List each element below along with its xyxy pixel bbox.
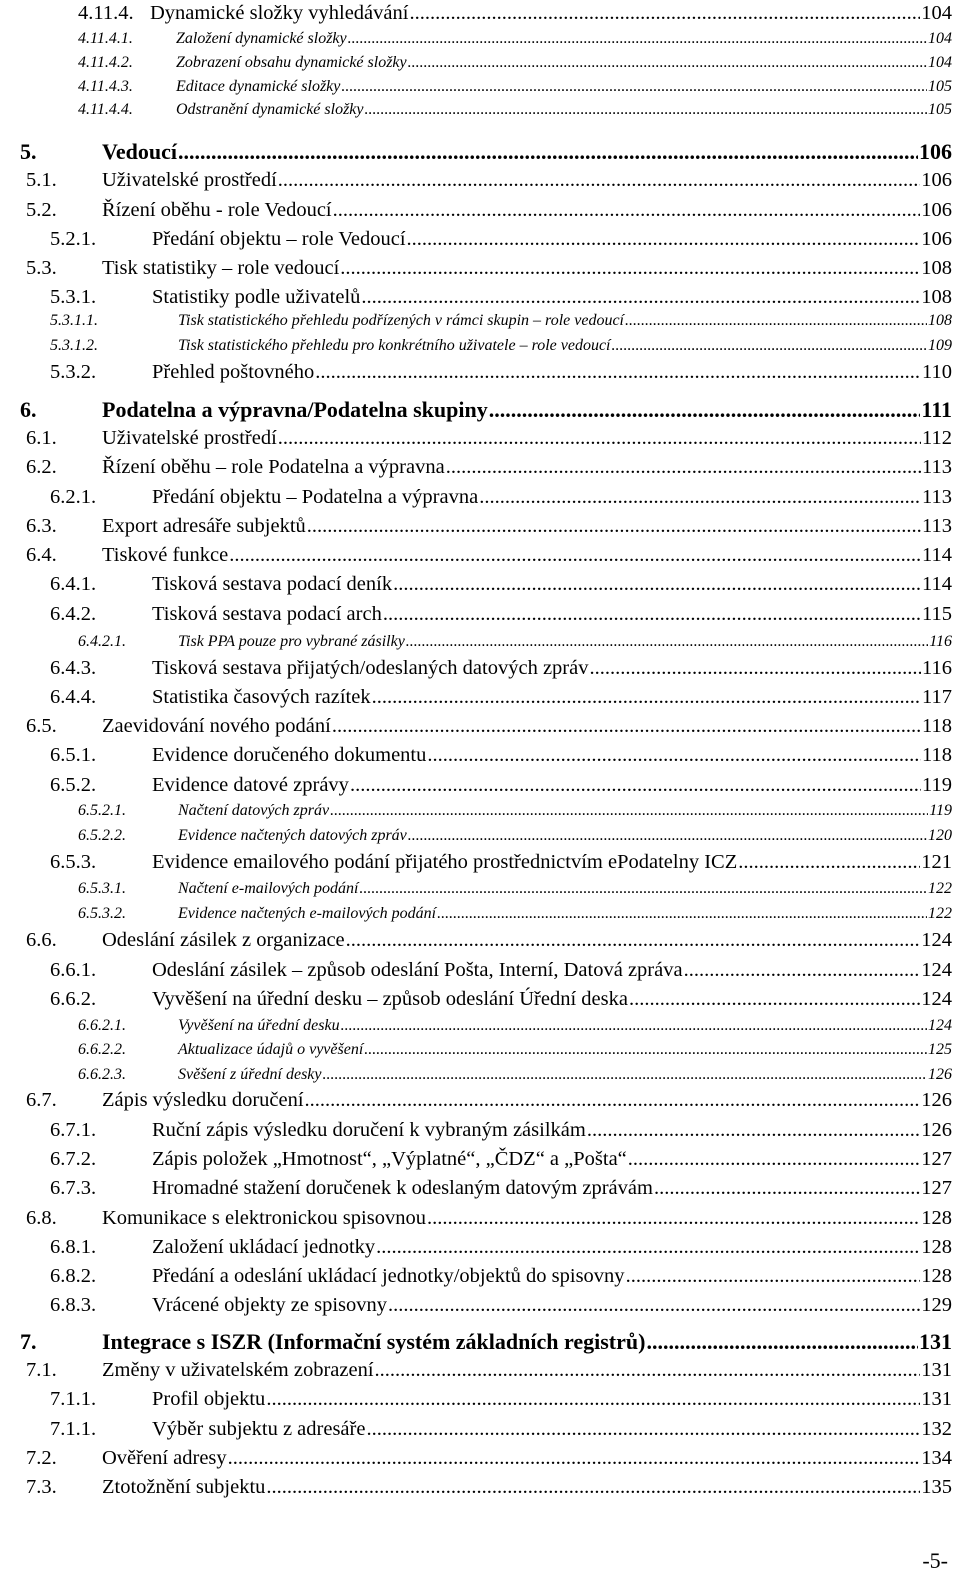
toc-entry[interactable] bbox=[50, 658, 952, 679]
toc-title: Odeslání zásilek – způsob odeslání Pošta, Interní, Datová zpráva bbox=[152, 959, 683, 981]
toc-title: Evidence doručeného dokumentu bbox=[152, 744, 427, 766]
toc-entry[interactable] bbox=[78, 3, 952, 24]
toc-title: Komunikace s elektronickou spisovnou bbox=[102, 1207, 426, 1229]
toc-page-number: 131 bbox=[921, 1359, 952, 1381]
toc-number: 6. bbox=[20, 397, 37, 422]
dot-leader bbox=[323, 1067, 927, 1083]
toc-number: 6.7.2. bbox=[50, 1148, 97, 1170]
toc-number: 7. bbox=[20, 1329, 37, 1354]
toc-title: Tisková sestava přijatých/odeslaných datových zpráv bbox=[152, 657, 589, 679]
toc-page-number: 120 bbox=[928, 827, 952, 844]
toc-page-number: 124 bbox=[921, 929, 952, 951]
dot-leader bbox=[266, 1389, 920, 1410]
toc-number: 6.8.3. bbox=[50, 1294, 97, 1316]
toc-entry[interactable] bbox=[50, 362, 952, 383]
toc-entry[interactable] bbox=[26, 1360, 952, 1381]
toc-title: Uživatelské prostředí bbox=[102, 169, 277, 191]
toc-entry[interactable] bbox=[50, 1419, 952, 1440]
toc-number: 6.6.2. bbox=[50, 988, 97, 1010]
toc-title: Změny v uživatelském zobrazení bbox=[102, 1359, 374, 1381]
toc-title: Založení ukládací jednotky bbox=[152, 1236, 376, 1258]
toc-title: Tisk statistického přehledu pro konkrétního uživatele – role vedoucí bbox=[178, 337, 611, 354]
toc-entry[interactable] bbox=[78, 1042, 952, 1058]
dot-leader bbox=[348, 31, 927, 47]
toc-title: Evidence emailového podání přijatého prostřednictvím ePodatelny ICZ bbox=[152, 851, 738, 873]
toc-number: 5. bbox=[20, 139, 37, 164]
toc-entry[interactable] bbox=[50, 852, 952, 873]
toc-title: Aktualizace údajů o vyvěšení bbox=[178, 1041, 364, 1058]
toc-title: Předání objektu – role Vedoucí bbox=[152, 228, 406, 250]
toc-page-number: 128 bbox=[921, 1207, 952, 1229]
toc-number: 6.8.1. bbox=[50, 1236, 97, 1258]
toc-page-number: 122 bbox=[928, 880, 952, 897]
toc-page-number: 131 bbox=[919, 1329, 952, 1354]
dot-leader bbox=[315, 362, 921, 383]
dot-leader bbox=[341, 1018, 927, 1034]
toc-entry[interactable] bbox=[78, 79, 952, 95]
toc-title: Statistika časových razítek bbox=[152, 686, 371, 708]
toc-page-number: 106 bbox=[921, 169, 952, 191]
toc-page-number: 113 bbox=[922, 515, 952, 537]
toc-page-number: 121 bbox=[921, 851, 952, 873]
dot-leader bbox=[376, 1237, 920, 1258]
toc-number: 5.3.1.2. bbox=[50, 337, 98, 354]
toc-page-number: 127 bbox=[921, 1148, 952, 1170]
toc-entry[interactable] bbox=[50, 1178, 952, 1199]
dot-leader bbox=[364, 1042, 927, 1058]
toc-title: Vyvěšení na úřední desku – způsob odeslání Úřední deska bbox=[152, 988, 628, 1010]
toc-number: 6.5. bbox=[26, 715, 57, 737]
toc-number: 6.4.2. bbox=[50, 603, 97, 625]
toc-entry[interactable] bbox=[50, 960, 952, 981]
toc-number: 5.3.1.1. bbox=[50, 312, 98, 329]
toc-entry[interactable] bbox=[50, 1266, 952, 1287]
toc-title: Zobrazení obsahu dynamické složky bbox=[176, 54, 407, 71]
toc-entry[interactable] bbox=[50, 745, 952, 766]
toc-page-number: 129 bbox=[921, 1294, 952, 1316]
dot-leader bbox=[684, 960, 921, 981]
toc-number: 6.3. bbox=[26, 515, 57, 537]
toc-title: Odstranění dynamické složky bbox=[176, 101, 364, 118]
toc-entry[interactable] bbox=[50, 989, 952, 1010]
dot-leader bbox=[361, 287, 920, 308]
toc-number: 6.1. bbox=[26, 427, 57, 449]
toc-entry[interactable] bbox=[50, 687, 952, 708]
toc-title: Tiskové funkce bbox=[102, 544, 229, 566]
toc-number: 7.2. bbox=[26, 1447, 57, 1469]
dot-leader bbox=[408, 55, 927, 71]
dot-leader bbox=[587, 1120, 920, 1141]
toc-page-number: 113 bbox=[922, 456, 952, 478]
toc-title: Založení dynamické složky bbox=[176, 30, 347, 47]
toc-entry[interactable] bbox=[26, 516, 952, 537]
dot-leader bbox=[626, 1266, 921, 1287]
toc-title: Řízení oběhu – role Podatelna a výpravna bbox=[102, 456, 445, 478]
dot-leader bbox=[375, 1360, 921, 1381]
toc-number: 6.2. bbox=[26, 456, 57, 478]
dot-leader bbox=[340, 258, 920, 279]
dot-leader bbox=[479, 487, 921, 508]
toc-entry[interactable] bbox=[50, 604, 952, 625]
toc-entry[interactable] bbox=[26, 1477, 952, 1498]
dot-leader bbox=[383, 604, 921, 625]
toc-title: Evidence načtených datových zpráv bbox=[178, 827, 407, 844]
dot-leader bbox=[365, 102, 927, 118]
toc-page-number: 116 bbox=[929, 633, 952, 650]
toc-page-number: 111 bbox=[921, 397, 952, 422]
toc-title: Integrace s ISZR (Informační systém základních registrů) bbox=[102, 1329, 646, 1354]
toc-entry[interactable] bbox=[78, 102, 952, 118]
toc-number: 6.7.3. bbox=[50, 1177, 97, 1199]
toc-title: Dynamické složky vyhledávání bbox=[150, 2, 409, 24]
toc-entry[interactable] bbox=[26, 1090, 952, 1111]
toc-page-number: 125 bbox=[928, 1041, 952, 1058]
toc-title: Profil objektu bbox=[152, 1388, 266, 1410]
toc-number: 4.11.4.4. bbox=[78, 101, 133, 118]
dot-leader bbox=[446, 457, 921, 478]
toc-page-number: 106 bbox=[921, 228, 952, 250]
toc-entry[interactable] bbox=[50, 775, 952, 796]
toc-page-number: 126 bbox=[921, 1119, 952, 1141]
toc-entry[interactable] bbox=[50, 229, 952, 250]
toc-number: 6.5.3. bbox=[50, 851, 97, 873]
toc-number: 7.1.1. bbox=[50, 1388, 97, 1410]
dot-leader bbox=[427, 1208, 920, 1229]
toc-entry[interactable] bbox=[78, 906, 952, 922]
dot-leader bbox=[654, 1178, 920, 1199]
dot-leader bbox=[332, 716, 921, 737]
dot-leader bbox=[388, 1295, 920, 1316]
toc-title: Uživatelské prostředí bbox=[102, 427, 277, 449]
toc-entry[interactable] bbox=[50, 1295, 952, 1316]
toc-number: 6.5.2.2. bbox=[78, 827, 126, 844]
toc-number: 6.6.2.3. bbox=[78, 1066, 126, 1083]
toc-entry[interactable] bbox=[50, 1237, 952, 1258]
toc-number: 7.3. bbox=[26, 1476, 57, 1498]
dot-leader bbox=[330, 803, 928, 819]
toc-number: 6.5.2.1. bbox=[78, 802, 126, 819]
toc-page-number: 134 bbox=[921, 1447, 952, 1469]
toc-number: 6.4.4. bbox=[50, 686, 97, 708]
toc-page-number: 119 bbox=[929, 802, 952, 819]
toc-page-number: 128 bbox=[921, 1236, 952, 1258]
toc-entry[interactable] bbox=[26, 258, 952, 279]
dot-leader bbox=[333, 200, 921, 221]
toc-entry[interactable] bbox=[78, 1067, 952, 1083]
toc-title: Ztotožnění subjektu bbox=[102, 1476, 266, 1498]
toc-entry[interactable] bbox=[26, 428, 952, 449]
toc-number: 5.2. bbox=[26, 199, 57, 221]
toc-entry[interactable] bbox=[50, 574, 952, 595]
toc-page-number: 108 bbox=[921, 257, 952, 279]
toc-number: 6.6. bbox=[26, 929, 57, 951]
toc-page-number: 124 bbox=[921, 959, 952, 981]
toc-page-number: 127 bbox=[921, 1177, 952, 1199]
toc-entry[interactable] bbox=[50, 338, 952, 354]
toc-number: 6.4.2.1. bbox=[78, 633, 126, 650]
toc-page-number: 106 bbox=[919, 139, 952, 164]
toc-number: 5.2.1. bbox=[50, 228, 97, 250]
dot-leader bbox=[406, 634, 928, 650]
toc-page-number: 118 bbox=[922, 744, 952, 766]
toc-number: 7.1.1. bbox=[50, 1418, 97, 1440]
toc-number: 4.11.4.2. bbox=[78, 54, 133, 71]
dot-leader bbox=[409, 3, 920, 24]
toc-entry[interactable] bbox=[20, 399, 952, 421]
toc-number: 6.4.1. bbox=[50, 573, 97, 595]
dot-leader bbox=[489, 399, 921, 421]
toc-page-number: 109 bbox=[928, 337, 952, 354]
toc-title: Vyvěšení na úřední desku bbox=[178, 1017, 340, 1034]
toc-number: 6.6.2.1. bbox=[78, 1017, 126, 1034]
toc-number: 6.8. bbox=[26, 1207, 57, 1229]
toc-number: 6.5.3.2. bbox=[78, 905, 126, 922]
toc-title: Zápis výsledku doručení bbox=[102, 1089, 304, 1111]
toc-page-number: 106 bbox=[921, 199, 952, 221]
toc-page-number: 119 bbox=[922, 774, 952, 796]
toc-title: Vrácené objekty ze spisovny bbox=[152, 1294, 388, 1316]
toc-number: 5.3.2. bbox=[50, 361, 97, 383]
toc-entry[interactable] bbox=[50, 1149, 952, 1170]
dot-leader bbox=[437, 906, 927, 922]
toc-title: Export adresáře subjektů bbox=[102, 515, 306, 537]
toc-number: 6.6.1. bbox=[50, 959, 97, 981]
toc-entry[interactable] bbox=[78, 634, 952, 650]
toc-entry[interactable] bbox=[26, 200, 952, 221]
dot-leader bbox=[266, 1477, 920, 1498]
dot-leader bbox=[427, 745, 921, 766]
toc-number: 4.11.4. bbox=[78, 2, 134, 24]
toc-page-number: 124 bbox=[921, 988, 952, 1010]
toc-number: 6.8.2. bbox=[50, 1265, 97, 1287]
toc-page-number: 128 bbox=[921, 1265, 952, 1287]
dot-leader bbox=[408, 828, 927, 844]
toc-page-number: 108 bbox=[928, 312, 952, 329]
dot-leader bbox=[228, 1448, 921, 1469]
toc-title: Přehled poštovného bbox=[152, 361, 315, 383]
toc-title: Odeslání zásilek z organizace bbox=[102, 929, 345, 951]
toc-number: 5.1. bbox=[26, 169, 57, 191]
toc-page-number: 124 bbox=[928, 1017, 952, 1034]
toc-title: Tisková sestava podací deník bbox=[152, 573, 393, 595]
toc-page-number: 115 bbox=[922, 603, 952, 625]
toc-number: 7.1. bbox=[26, 1359, 57, 1381]
toc-title: Evidence datové zprávy bbox=[152, 774, 349, 796]
dot-leader bbox=[307, 516, 921, 537]
toc-page-number: 117 bbox=[922, 686, 952, 708]
toc-page-number: 114 bbox=[922, 544, 952, 566]
dot-leader bbox=[393, 574, 921, 595]
dot-leader bbox=[646, 1331, 918, 1353]
toc-number: 6.6.2.2. bbox=[78, 1041, 126, 1058]
toc-title: Předání a odeslání ukládací jednotky/objektů do spisovny bbox=[152, 1265, 625, 1287]
dot-leader bbox=[625, 313, 927, 329]
toc-title: Ověření adresy bbox=[102, 1447, 227, 1469]
toc-number: 6.5.3.1. bbox=[78, 880, 126, 897]
toc-page-number: 116 bbox=[922, 657, 952, 679]
toc-page-number: 105 bbox=[928, 101, 952, 118]
toc-number: 6.5.1. bbox=[50, 744, 97, 766]
dot-leader bbox=[178, 141, 918, 163]
toc-title: Tisk statistiky – role vedoucí bbox=[102, 257, 340, 279]
toc-entry[interactable] bbox=[26, 1208, 952, 1229]
toc-title: Předání objektu – Podatelna a výpravna bbox=[152, 486, 479, 508]
toc-entry[interactable] bbox=[20, 1331, 952, 1353]
dot-leader bbox=[341, 79, 927, 95]
dot-leader bbox=[407, 229, 921, 250]
toc-entry[interactable] bbox=[50, 313, 952, 329]
toc-number: 6.4.3. bbox=[50, 657, 97, 679]
toc-title: Výběr subjektu z adresáře bbox=[152, 1418, 366, 1440]
dot-leader bbox=[229, 545, 921, 566]
toc-entry[interactable] bbox=[78, 803, 952, 819]
dot-leader bbox=[305, 1090, 921, 1111]
dot-leader bbox=[738, 852, 920, 873]
dot-leader bbox=[350, 775, 921, 796]
toc-number: 6.7. bbox=[26, 1089, 57, 1111]
toc-page-number: 104 bbox=[928, 30, 952, 47]
toc-page-number: 135 bbox=[921, 1476, 952, 1498]
toc-title: Svěšení z úřední desky bbox=[178, 1066, 322, 1083]
dot-leader bbox=[372, 687, 921, 708]
toc-entry[interactable] bbox=[78, 1018, 952, 1034]
toc-page-number: 105 bbox=[928, 78, 952, 95]
toc-entry[interactable] bbox=[50, 1389, 952, 1410]
toc-entry[interactable] bbox=[78, 31, 952, 47]
toc-number: 6.4. bbox=[26, 544, 57, 566]
dot-leader bbox=[628, 1149, 920, 1170]
toc-number: 6.5.2. bbox=[50, 774, 97, 796]
page-number: -5- bbox=[922, 1548, 948, 1573]
toc-page-number: 114 bbox=[922, 573, 952, 595]
toc-number: 6.7.1. bbox=[50, 1119, 97, 1141]
toc-entry[interactable] bbox=[20, 141, 952, 163]
toc-entry[interactable] bbox=[50, 1120, 952, 1141]
toc-entry[interactable] bbox=[50, 287, 952, 308]
toc-title: Ruční zápis výsledku doručení k vybraným zásilkám bbox=[152, 1119, 586, 1141]
toc-title: Vedoucí bbox=[102, 139, 177, 164]
toc-page-number: 104 bbox=[921, 2, 952, 24]
toc-title: Tisk PPA pouze pro vybrané zásilky bbox=[178, 633, 405, 650]
toc-entry[interactable] bbox=[26, 1448, 952, 1469]
toc-entry[interactable] bbox=[26, 457, 952, 478]
toc-title: Editace dynamické složky bbox=[176, 78, 341, 95]
toc-entry[interactable] bbox=[78, 55, 952, 71]
toc-page-number: 113 bbox=[922, 486, 952, 508]
dot-leader bbox=[629, 989, 920, 1010]
toc-number: 6.2.1. bbox=[50, 486, 97, 508]
toc-title: Zaevidování nového podání bbox=[102, 715, 331, 737]
toc-page-number: 122 bbox=[928, 905, 952, 922]
dot-leader bbox=[346, 930, 921, 951]
toc-title: Evidence načtených e-mailových podání bbox=[178, 905, 437, 922]
toc-title: Řízení oběhu - role Vedoucí bbox=[102, 199, 332, 221]
toc-page-number: 131 bbox=[921, 1388, 952, 1410]
toc-title: Tisková sestava podací arch bbox=[152, 603, 382, 625]
dot-leader bbox=[366, 1419, 920, 1440]
toc-entry[interactable] bbox=[78, 881, 952, 897]
toc-title: Tisk statistického přehledu podřízených v rámci skupin – role vedoucí bbox=[178, 312, 624, 329]
dot-leader bbox=[278, 428, 921, 449]
toc-number: 4.11.4.1. bbox=[78, 30, 133, 47]
dot-leader bbox=[278, 170, 920, 191]
dot-leader bbox=[612, 338, 928, 354]
toc-title: Načtení e-mailových podání bbox=[178, 880, 359, 897]
toc-number: 4.11.4.3. bbox=[78, 78, 133, 95]
toc-page-number: 132 bbox=[921, 1418, 952, 1440]
toc-entry[interactable] bbox=[26, 716, 952, 737]
toc-page-number: 126 bbox=[921, 1089, 952, 1111]
toc-page-number: 118 bbox=[922, 715, 952, 737]
toc-number: 5.3. bbox=[26, 257, 57, 279]
toc-page-number: 108 bbox=[921, 286, 952, 308]
toc-page-number: 104 bbox=[928, 54, 952, 71]
toc-page-number: 110 bbox=[922, 361, 952, 383]
toc-number: 5.3.1. bbox=[50, 286, 97, 308]
toc-entry[interactable] bbox=[50, 487, 952, 508]
toc-title: Načtení datových zpráv bbox=[178, 802, 330, 819]
toc-entry[interactable] bbox=[26, 545, 952, 566]
toc-page-number: 112 bbox=[922, 427, 952, 449]
toc-entry[interactable] bbox=[26, 170, 952, 191]
toc-title: Zápis položek „Hmotnost“, „Výplatné“, „ČDZ“ a „Pošta“ bbox=[152, 1148, 627, 1170]
toc-title: Podatelna a výpravna/Podatelna skupiny bbox=[102, 397, 488, 422]
toc-title: Statistiky podle uživatelů bbox=[152, 286, 361, 308]
toc-entry[interactable] bbox=[26, 930, 952, 951]
toc-page-number: 126 bbox=[928, 1066, 952, 1083]
toc-title: Hromadné stažení doručenek k odeslaným datovým zprávám bbox=[152, 1177, 653, 1199]
toc-entry[interactable] bbox=[78, 828, 952, 844]
dot-leader bbox=[359, 881, 927, 897]
dot-leader bbox=[589, 658, 921, 679]
